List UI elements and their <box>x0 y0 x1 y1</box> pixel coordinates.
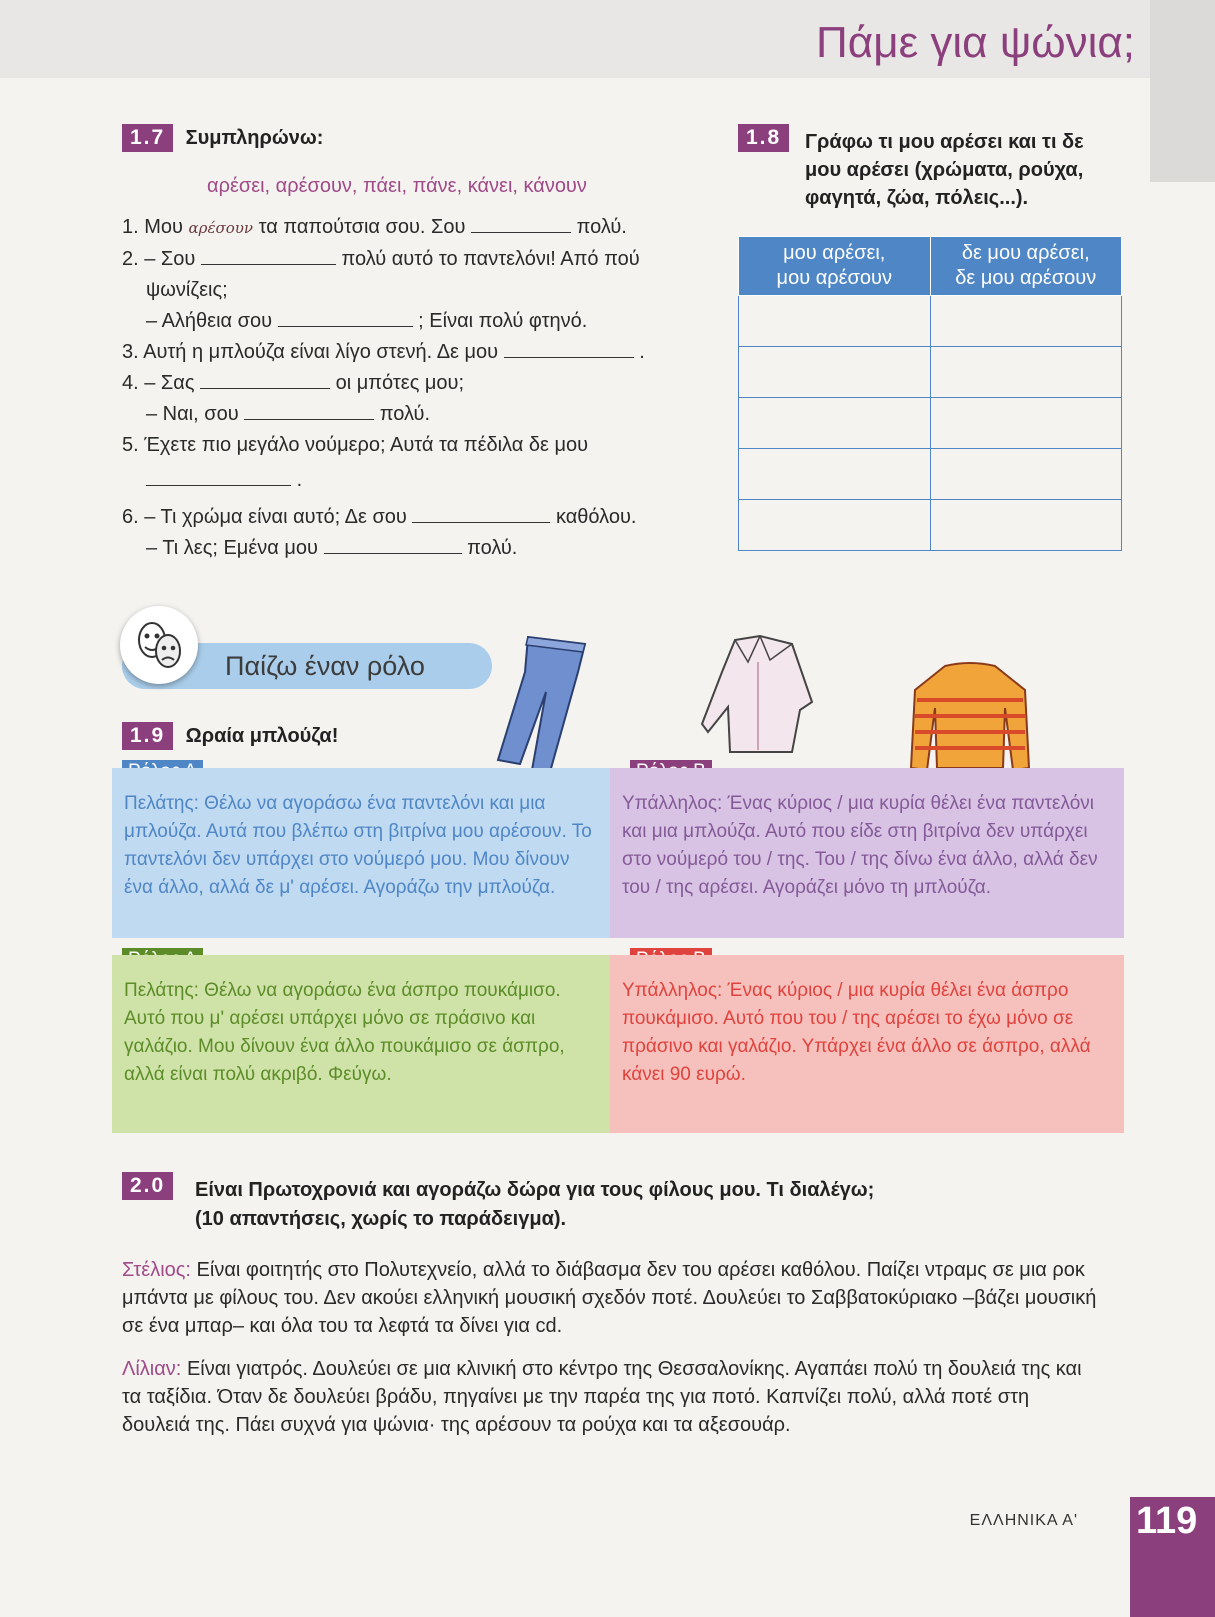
ex17-title: Συμπληρώνω: <box>185 127 324 149</box>
ex18-title-line1: Γράφω τι μου αρέσει και τι δε <box>805 131 1084 153</box>
dislikes-cell[interactable] <box>930 296 1122 347</box>
ex17-line-4 <box>122 368 712 399</box>
role-b1-card <box>610 768 1124 938</box>
dislikes-cell[interactable] <box>930 449 1122 500</box>
ex17-line-1-post: πολύ. <box>576 216 627 238</box>
jeans-illustration <box>480 632 595 787</box>
ex17-line-4b-pre: – Ναι, σου <box>146 403 239 425</box>
likes-table <box>738 236 1122 551</box>
dislikes-col-header-line2: δε μου αρέσουν <box>955 267 1097 289</box>
ex17-blank-3[interactable] <box>504 339 634 358</box>
role-a2-card <box>112 955 614 1133</box>
ex17-line-2 <box>122 244 712 275</box>
ex17-line-6b-pre: – Τι λες; Εμένα μου <box>146 537 318 559</box>
ex17-line-2-post: πολύ αυτό το παντελόνι! Από πού <box>341 248 640 270</box>
ex17-line-1-pre: 1. Μου <box>122 216 183 238</box>
stelios-text: Είναι φοιτητής στο Πολυτεχνείο, αλλά το διάβασμα δεν του αρέσει καθόλου. Παίζει ντραμς σε μια ροκ μπάντα με φίλους του. Δεν ακούει ελληνική μουσική σχεδόν ποτέ. Δουλεύει το Σαββατοκύριακο –βάζει μουσική σε ένα μπαρ– και όλα του τα λεφτά τα δίνει για cd. <box>122 1259 1097 1337</box>
ex19-badge: 1.9 <box>122 722 173 750</box>
role-b2-text: Υπάλληλος: Ένας κύριος / μια κυρία θέλει ένα άσπρο πουκάμισο. Αυτό που του / της αρέσει το έχω μόνο σε πράσινο και γαλάζιο. Υπάρχει ένα άλλο σε άσπρο, αλλά κάνει 90 ευρώ. <box>622 980 1091 1085</box>
ex17-line-4-post: οι μπότες μου; <box>335 372 465 394</box>
ex17-wordbank: αρέσει, αρέσουν, πάει, πάνε, κάνει, κάνουν <box>207 175 587 197</box>
ex17-line-6b-post: πολύ. <box>467 537 518 559</box>
likes-cell[interactable] <box>739 347 931 398</box>
ex20-title-line1: Είναι Πρωτοχρονιά και αγοράζω δώρα για τους φίλους μου. Τι διαλέγω; <box>195 1179 875 1201</box>
stelios-name: Στέλιος: <box>122 1259 191 1281</box>
ex17-line-5 <box>122 430 712 461</box>
ex18-title-line3: φαγητά, ζώα, πόλεις...). <box>805 187 1029 209</box>
ex17-blank-6b[interactable] <box>324 535 462 554</box>
ex17-line-6-pre: 6. – Τι χρώμα είναι αυτό; Δε σου <box>122 506 407 528</box>
footer-book-title: ΕΛΛΗΝΙΚΑ Α' <box>969 1512 1078 1529</box>
likes-col-header-line2: μου αρέσουν <box>776 267 892 289</box>
ex17-header <box>122 124 323 152</box>
role-b1-text: Υπάλληλος: Ένας κύριος / μια κυρία θέλει ένα παντελόνι και μια μπλούζα. Αυτό που είδε στη βιτρίνα δεν υπάρχει στο νούμερό του / της. Του / της δίνω ένα άλλο, αλλά δεν του / της αρέσει. Αγοράζει μόνο τη μπλούζα. <box>622 793 1098 898</box>
ex17-blank-2b[interactable] <box>278 308 413 327</box>
ex17-blank-1b[interactable] <box>471 214 571 233</box>
ex17-badge: 1.7 <box>122 124 173 152</box>
ex18-badge: 1.8 <box>738 124 789 152</box>
ex17-line-6-post: καθόλου. <box>555 506 637 528</box>
role-a1-text: Πελάτης: Θέλω να αγοράσω ένα παντελόνι και μια μπλούζα. Αυτά που βλέπω στη βιτρίνα μου αρέσουν. Το παντελόνι δεν υπάρχει στο νούμερό μου. Μου δίνουν ένα άλλο, αλλά δε μ' αρέσει. Αγοράζω την μπλούζα. <box>124 793 592 898</box>
ex20-badge-wrap <box>122 1172 173 1200</box>
header-side-band <box>1150 0 1215 182</box>
ex17-line-2-pre: 2. – Σου <box>122 248 196 270</box>
likes-cell[interactable] <box>739 500 931 551</box>
ex17-line-4b-post: πολύ. <box>379 403 431 425</box>
ex18-badge-wrap <box>738 124 789 152</box>
likes-col-header <box>739 237 931 296</box>
role-b2-card <box>610 955 1124 1133</box>
ex17-line-2-cont: ψωνίζεις; <box>146 279 228 301</box>
dislikes-col-header <box>930 237 1122 296</box>
ex17-line-2b-pre: – Αλήθεια σου <box>146 310 273 332</box>
ex20-badge: 2.0 <box>122 1172 173 1200</box>
lilian-text: Είναι γιατρός. Δουλεύει σε μια κλινική στο κέντρο της Θεσσαλονίκης. Αγαπάει πολύ τη δουλειά της και τα ταξίδια. Όταν δε δουλεύει βράδυ, πηγαίνει με την παρέα της για ποτό. Καπνίζει πολύ, αλλά ποτέ στη δουλειά της. Πάει συχνά για ψώνια· της αρέσουν τα ρούχα και τα αξεσουάρ. <box>122 1358 1082 1436</box>
ex17-example-answer: αρέσουν <box>188 219 254 237</box>
ex17-lines <box>122 212 712 564</box>
ex17-line-5-pre: 5. Έχετε πιο μεγάλο νούμερο; Αυτά τα πέδιλα δε μου <box>122 434 589 456</box>
dislikes-cell[interactable] <box>930 347 1122 398</box>
role-a1-card <box>112 768 614 938</box>
likes-cell[interactable] <box>739 296 931 347</box>
ex17-line-3-pre: 3. Αυτή η μπλούζα είναι λίγο στενή. Δε μου <box>122 341 499 363</box>
ex19-header <box>122 722 338 750</box>
likes-cell[interactable] <box>739 449 931 500</box>
ex17-blank-6a[interactable] <box>412 504 550 523</box>
lilian-name: Λίλιαν: <box>122 1358 182 1380</box>
page-number: 119 <box>1136 1500 1198 1542</box>
ex17-blank-4b[interactable] <box>244 401 374 420</box>
ex17-line-4b <box>122 399 712 430</box>
ex17-line-1-mid: τα παπούτσια σου. Σου <box>258 216 466 238</box>
ex17-line-4-pre: 4. – Σας <box>122 372 195 394</box>
ex17-line-3-post: . <box>639 341 645 363</box>
likes-cell[interactable] <box>739 398 931 449</box>
ex17-line-5b-post: . <box>296 469 303 491</box>
ex17-line-1 <box>122 212 712 244</box>
ex17-blank-4a[interactable] <box>200 370 330 389</box>
stelios-paragraph <box>122 1256 1097 1340</box>
ex18-title-line2: μου αρέσει (χρώματα, ρούχα, <box>805 159 1084 181</box>
ex17-line-5b <box>122 465 712 496</box>
dislikes-cell[interactable] <box>930 500 1122 551</box>
shirt-illustration <box>700 632 825 762</box>
ex17-line-6 <box>122 502 712 533</box>
ex20-title-line2: (10 απαντήσεις, χωρίς το παράδειγμα). <box>195 1208 567 1230</box>
ex17-line-6b <box>122 533 712 564</box>
ex20-title <box>195 1176 874 1234</box>
ex17-blank-5[interactable] <box>146 467 291 486</box>
page-title: Πάμε για ψώνια; <box>816 18 1135 67</box>
likes-col-header-line1: μου αρέσει, <box>783 242 886 264</box>
ex17-line-2b <box>122 306 712 337</box>
ex17-line-3 <box>122 337 712 368</box>
roleplay-banner-text: Παίζω έναν ρόλο <box>225 651 425 681</box>
ex18-title <box>805 128 1084 212</box>
theater-masks-icon <box>120 606 198 684</box>
sweater-illustration <box>905 660 1035 780</box>
ex17-blank-2a[interactable] <box>201 246 336 265</box>
dislikes-col-header-line1: δε μου αρέσει, <box>961 242 1090 264</box>
ex19-title: Ωραία μπλούζα! <box>185 725 339 747</box>
role-a2-text: Πελάτης: Θέλω να αγοράσω ένα άσπρο πουκάμισο. Αυτό που μ' αρέσει υπάρχει μόνο σε πράσινο και γαλάζιο. Μου δίνουν ένα άλλο πουκάμισο σε άσπρο, αλλά είναι πολύ ακριβό. Φεύγω. <box>124 980 565 1085</box>
dislikes-cell[interactable] <box>930 398 1122 449</box>
ex17-line-2b-post: ; Είναι πολύ φτηνό. <box>418 310 588 332</box>
lilian-paragraph <box>122 1355 1097 1439</box>
